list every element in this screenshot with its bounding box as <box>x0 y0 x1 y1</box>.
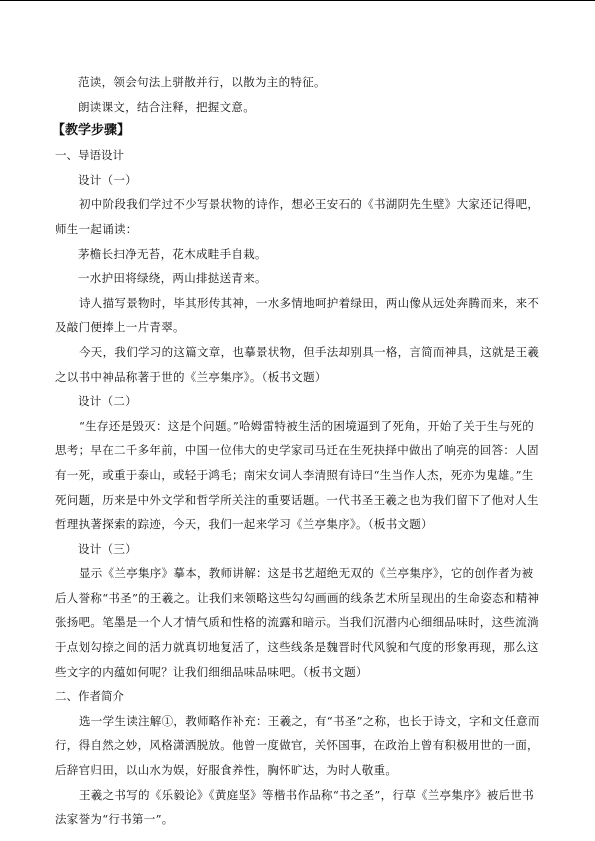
design-1-label: 设计（一） <box>78 172 137 187</box>
objective-line-1: 范读，领会句法上骈散并行，以散为主的特征。 <box>78 75 326 89</box>
design-1-paragraph: 初中阶段我们学过不少写景状物的诗作，想必王安石的《书湖阴先生壁》大家还记得吧，师生一起诵读： <box>55 197 540 236</box>
design-1-intro: 今天，我们学习的这篇文章，也摹景状物，但手法却别具一格，言简而神具，这就是王羲之以书中神品称著于世的《兰亭集序》。（板书文题） <box>55 344 540 384</box>
design-2-paragraph: “生存还是毁灭：这是个问题。”哈姆雷特被生活的困境逼到了死角，开始了关于生与死的思考；早在二千多年前，中国一位伟大的史学家司马迁在生死抉择中做出了响亮的回答：人固有一死，或重于泰山，或轻于鸿毛；南宋女词人李清照有诗曰“生当作人杰，死亦为鬼雄。”生死问题，历来是中外文学和哲学所关注的重要话题。一代书圣王羲之也为我们留下了他对人生哲理执著探索的踪迹，今天，我们一起来学习《兰亭集序》。（板书文题） <box>55 418 539 532</box>
section-1-title: 一、导语设计 <box>55 148 124 163</box>
design-3-label: 设计（三） <box>78 541 137 556</box>
document-page <box>0 70 595 832</box>
section-2-title: 二、作者简介 <box>55 689 124 704</box>
objective-line-2: 朗读课文，结合注释，把握文意。 <box>78 99 255 114</box>
top-border-line <box>0 0 595 1</box>
teaching-steps-heading: 【教学步骤】 <box>52 123 131 139</box>
design-2-label: 设计（二） <box>78 394 137 409</box>
design-1-analysis: 诗人描写景物时，毕其形传其神，一水多情地呵护着绿田，两山像从远处奔腾而来，来不及敲门便捧上一片青翠。 <box>55 295 540 335</box>
calligraphy-works-paragraph: 王羲之书写的《乐毅论》《黄庭坚》等楷书作品称“书之圣”，行草《兰亭集序》被后世书法家誉为“行书第一”。 <box>55 787 535 827</box>
poem-line-2: 一水护田将绿绕，两山排挞送青来。 <box>78 271 267 286</box>
poem-line-1: 茅檐长扫净无苔，花木成畦手自栽。 <box>78 246 267 261</box>
author-intro-paragraph: 选一学生读注解①，教师略作补充：王羲之，有“书圣”之称，也长于诗文，字和文任意而行，得自然之妙，风格潇洒脱放。他曾一度做官，关怀国事，在政治上曾有积极用世的一面，后辞官归田，以山水为娱，好服食养性，胸怀旷达，为时人敬重。 <box>55 713 540 778</box>
design-3-paragraph: 显示《兰亭集序》摹本，教师讲解：这是书艺超绝无双的《兰亭集序》，它的创作者为被后人誉称“书圣”的王羲之。让我们来领略这些勾勾画画的线条艺术所呈现出的生命姿态和精神张扬吧。笔墨是一个人才情气质和性格的流露和暗示。当我们沉潜内心细细品味时，这些流淌于点划勾捺之间的活力就真切地复活了，这些线条是魏晋时代风貌和气度的形象再现，那么这些文字的内蕴如何呢？让我们细细品味品味吧。（板书文题） <box>55 566 540 679</box>
